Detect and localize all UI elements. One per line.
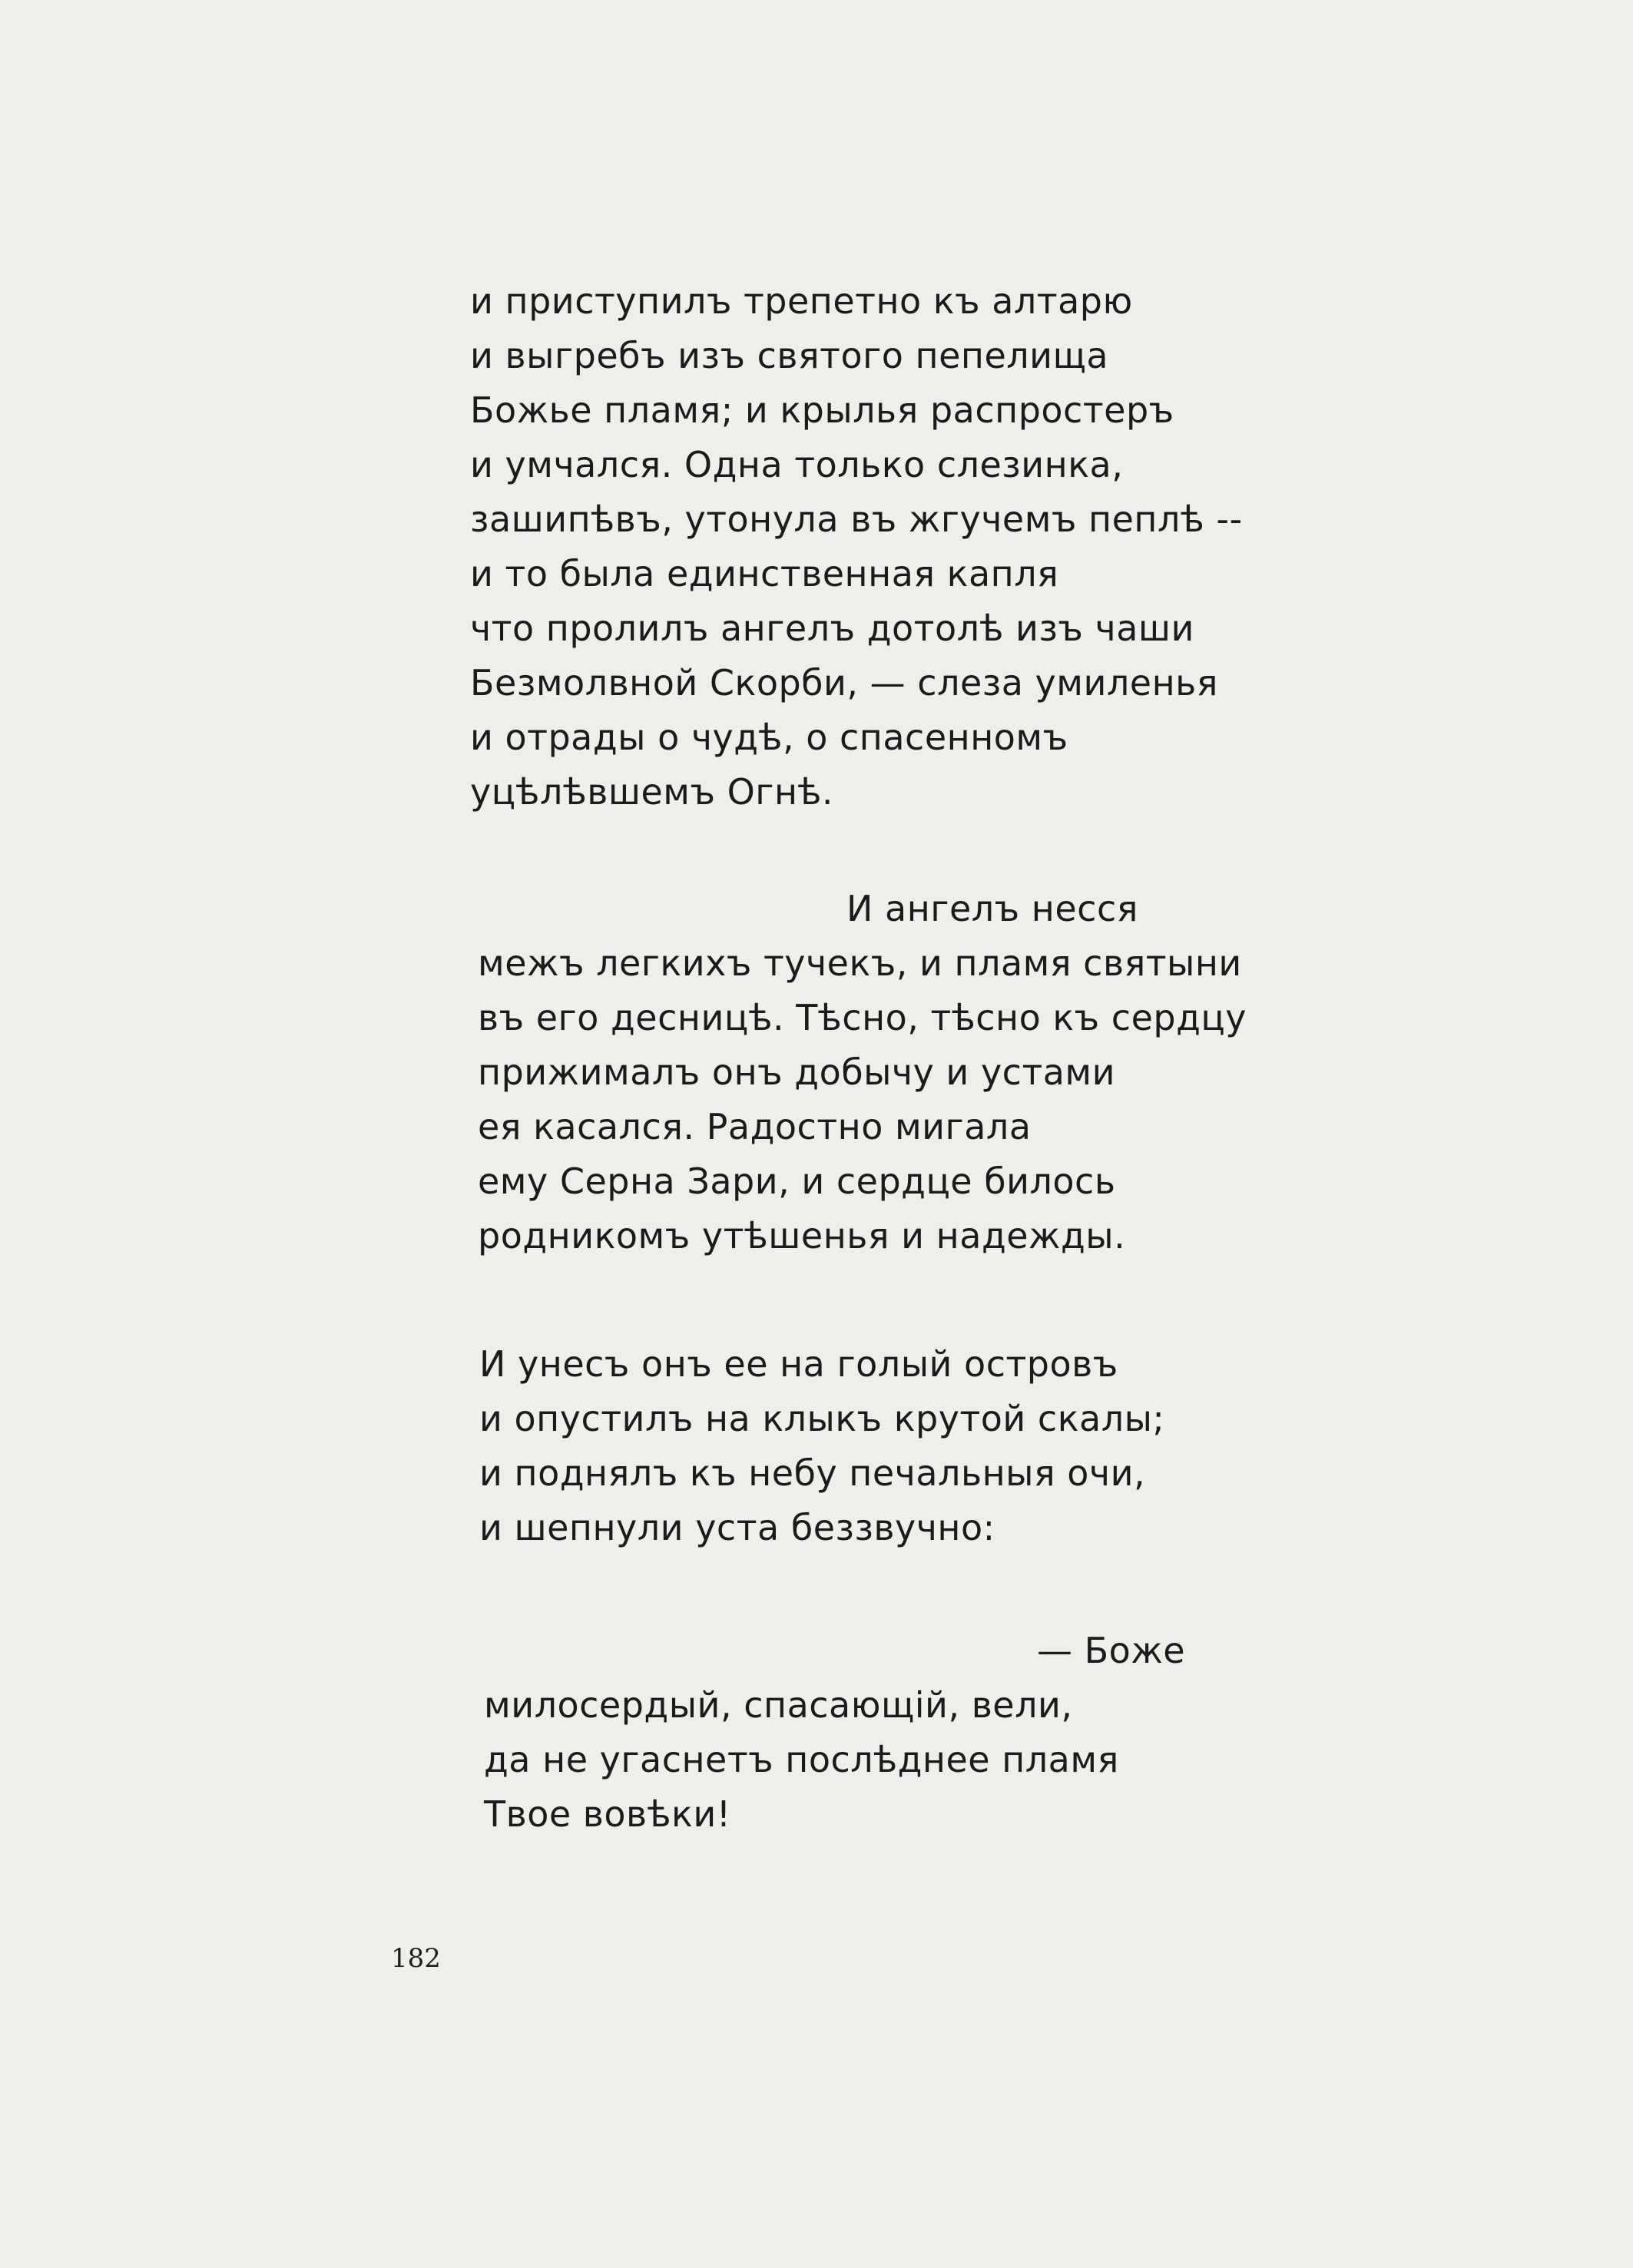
- page-number: 182: [391, 1943, 441, 1974]
- poem-line: Божье пламя; и крылья распростеръ: [470, 389, 1174, 431]
- poem-line: И унесъ онъ ее на голый островъ: [479, 1343, 1118, 1385]
- poem-line: ея касался. Радостно мигала: [478, 1106, 1032, 1147]
- stanza-3: [479, 1337, 1324, 1555]
- stanza-1: [470, 274, 1315, 819]
- poem-line: и выгребъ изъ святого пепелища: [470, 335, 1109, 376]
- poem-line: прижималъ онъ добычу и устами: [478, 1051, 1116, 1093]
- poem-line: и приступилъ трепетно къ алтарю: [470, 280, 1133, 322]
- poem-line: Твое вовѣки!: [484, 1793, 731, 1835]
- poem-line: И ангелъ несся: [846, 888, 1138, 929]
- poem-line: межъ легкихъ тучекъ, и пламя святыни: [478, 942, 1242, 984]
- poem-line: зашипѣвъ, утонула въ жгучемъ пеплѣ --: [470, 498, 1243, 540]
- poem-line: уцѣлѣвшемъ Огнѣ.: [470, 771, 834, 813]
- poem-line: и то была единственная капля: [470, 553, 1059, 594]
- poem-line: въ его десницѣ. Тѣсно, тѣсно къ сердцу: [478, 997, 1247, 1038]
- poem-line: родникомъ утѣшенья и надежды.: [478, 1215, 1126, 1257]
- poem-line: и отрады о чудѣ, о спасенномъ: [470, 717, 1068, 758]
- poem-line: и шепнули уста беззвучно:: [479, 1507, 995, 1548]
- stanza-2: [478, 882, 1323, 1263]
- poem-line: что пролилъ ангелъ дотолѣ изъ чаши: [470, 608, 1194, 649]
- stanza-4: [484, 1624, 1329, 1842]
- poem-line: да не угаснетъ послѣднее пламя: [484, 1739, 1119, 1780]
- poem-line: и опустилъ на клыкъ крутой скалы;: [479, 1398, 1165, 1439]
- poem-line: — Боже: [1037, 1630, 1186, 1671]
- poem-line: и умчался. Одна только слезинка,: [470, 444, 1124, 485]
- poem-line: ему Серна Зари, и сердце билось: [478, 1160, 1116, 1202]
- poem-line: милосердый, спасающій, вели,: [484, 1684, 1073, 1726]
- poem-line: Безмолвной Скорби, — слеза умиленья: [470, 662, 1218, 704]
- poem-line: и поднялъ къ небу печальныя очи,: [479, 1452, 1146, 1494]
